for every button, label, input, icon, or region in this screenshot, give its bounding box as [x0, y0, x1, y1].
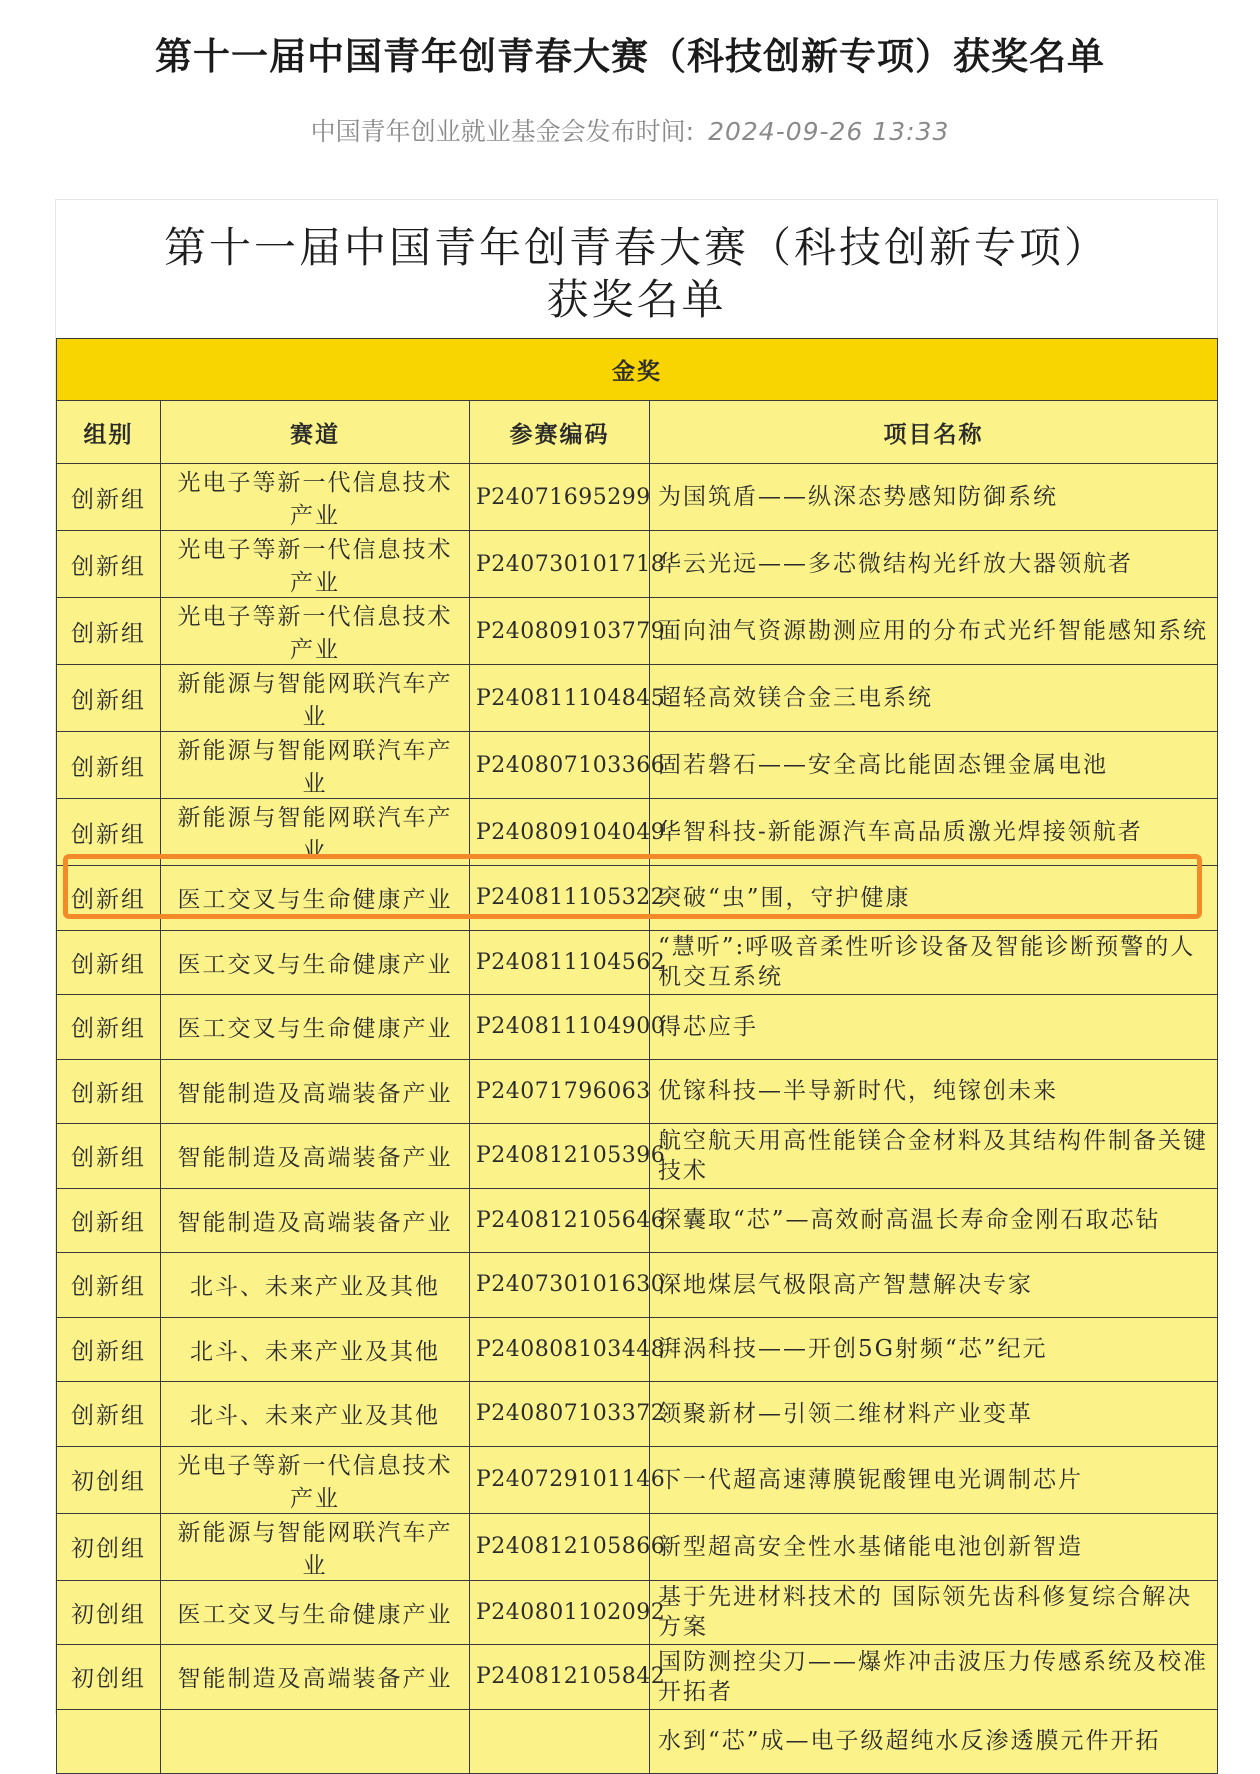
code-cell: P240811104845 — [470, 665, 650, 732]
column-header-project: 项目名称 — [650, 401, 1218, 464]
code-cell: P240730101630 — [470, 1253, 650, 1318]
table-row — [57, 1513, 1218, 1580]
track-cell: 智能制造及高端装备产业 — [161, 1645, 470, 1710]
column-header-group: 组别 — [57, 401, 161, 464]
track-cell: 光电子等新一代信息技术产业 — [161, 531, 470, 598]
project-name-cell: 华云光远——多芯微结构光纤放大器领航者 — [650, 531, 1218, 598]
card-heading — [56, 200, 1217, 338]
code-cell: P240812105396 — [470, 1124, 650, 1189]
publish-date: 2024-09-26 13:33 — [708, 117, 950, 146]
track-cell: 智能制造及高端装备产业 — [161, 1188, 470, 1253]
award-table — [56, 338, 1218, 1774]
table-row — [57, 1253, 1218, 1318]
group-cell: 创新组 — [57, 1124, 161, 1189]
table-header-row — [57, 401, 1218, 464]
column-header-code: 参赛编码 — [470, 401, 650, 464]
track-cell: 智能制造及高端装备产业 — [161, 1059, 470, 1124]
code-cell: P24071695299 — [470, 464, 650, 531]
card-heading-line-2: 获奖名单 — [546, 275, 727, 324]
group-cell: 创新组 — [57, 531, 161, 598]
project-name-cell: 新型超高安全性水基储能电池创新智造 — [650, 1513, 1218, 1580]
track-cell: 新能源与智能网联汽车产业 — [161, 1513, 470, 1580]
group-cell: 初创组 — [57, 1446, 161, 1513]
code-cell: P240809104049 — [470, 799, 650, 866]
table-row — [57, 1709, 1218, 1774]
project-name-cell: 下一代超高速薄膜铌酸锂电光调制芯片 — [650, 1446, 1218, 1513]
code-cell: P240807103372 — [470, 1382, 650, 1447]
table-row — [57, 1645, 1218, 1710]
code-cell: P240811104562 — [470, 930, 650, 995]
code-cell: P240812105842 — [470, 1645, 650, 1710]
code-cell: P240811104900 — [470, 995, 650, 1060]
project-name-cell: 航空航天用高性能镁合金材料及其结构件制备关键技术 — [650, 1124, 1218, 1189]
project-name-cell: 超轻高效镁合金三电系统 — [650, 665, 1218, 732]
page-title: 第十一届中国青年创青春大赛（科技创新专项）获奖名单 — [155, 35, 1105, 78]
project-name-cell: 国防测控尖刀——爆炸冲击波压力传感系统及校准开拓者 — [650, 1645, 1218, 1710]
project-name-cell: 固若磐石——安全高比能固态锂金属电池 — [650, 732, 1218, 799]
group-cell: 创新组 — [57, 464, 161, 531]
table-row — [57, 1446, 1218, 1513]
code-cell: P240730101718 — [470, 531, 650, 598]
code-cell: P240811105322 — [470, 866, 650, 931]
table-row — [57, 930, 1218, 995]
project-name-cell: 优镓科技—半导新时代，纯镓创未来 — [650, 1059, 1218, 1124]
group-cell: 创新组 — [57, 930, 161, 995]
track-cell: 医工交叉与生命健康产业 — [161, 866, 470, 931]
project-name-cell: 深地煤层气极限高产智慧解决专家 — [650, 1253, 1218, 1318]
track-cell: 医工交叉与生命健康产业 — [161, 930, 470, 995]
project-name-cell: 突破“虫”围，守护健康 — [650, 866, 1218, 931]
track-cell: 光电子等新一代信息技术产业 — [161, 464, 470, 531]
group-cell: 创新组 — [57, 995, 161, 1060]
project-name-cell: 为国筑盾——纵深态势感知防御系统 — [650, 464, 1218, 531]
article-meta — [0, 112, 1260, 148]
publisher: 中国青年创业就业基金会发布时间: — [310, 117, 695, 146]
award-list-image — [55, 199, 1218, 1755]
group-cell: 创新组 — [57, 1188, 161, 1253]
group-cell: 创新组 — [57, 598, 161, 665]
project-name-cell: “慧听”:呼吸音柔性听诊设备及智能诊断预警的人机交互系统 — [650, 930, 1218, 995]
track-cell: 新能源与智能网联汽车产业 — [161, 732, 470, 799]
table-body — [57, 464, 1218, 1774]
code-cell: P240812105866 — [470, 1513, 650, 1580]
code-cell: P240812105646 — [470, 1188, 650, 1253]
code-cell: P240729101146 — [470, 1446, 650, 1513]
project-name-cell: 水到“芯”成—电子级超纯水反渗透膜元件开拓 — [650, 1709, 1218, 1774]
code-cell — [470, 1709, 650, 1774]
track-cell: 医工交叉与生命健康产业 — [161, 1580, 470, 1645]
group-cell: 创新组 — [57, 799, 161, 866]
track-cell: 北斗、未来产业及其他 — [161, 1253, 470, 1318]
project-name-cell: 基于先进材料技术的 国际领先齿科修复综合解决方案 — [650, 1580, 1218, 1645]
table-row — [57, 1124, 1218, 1189]
track-cell — [161, 1709, 470, 1774]
table-row — [57, 531, 1218, 598]
project-name-cell: 得芯应手 — [650, 995, 1218, 1060]
track-cell: 新能源与智能网联汽车产业 — [161, 665, 470, 732]
code-cell: P240808103448 — [470, 1317, 650, 1382]
column-header-track: 赛道 — [161, 401, 470, 464]
group-cell: 创新组 — [57, 1253, 161, 1318]
track-cell: 光电子等新一代信息技术产业 — [161, 598, 470, 665]
table-row — [57, 464, 1218, 531]
table-row — [57, 598, 1218, 665]
table-row — [57, 995, 1218, 1060]
card-heading-line-1: 第十一届中国青年创青春大赛（科技创新专项） — [163, 223, 1109, 272]
track-cell: 智能制造及高端装备产业 — [161, 1124, 470, 1189]
group-cell: 创新组 — [57, 1317, 161, 1382]
track-cell: 医工交叉与生命健康产业 — [161, 995, 470, 1060]
project-name-cell: 面向油气资源勘测应用的分布式光纤智能感知系统 — [650, 598, 1218, 665]
group-cell: 初创组 — [57, 1513, 161, 1580]
table-row — [57, 1317, 1218, 1382]
group-cell: 创新组 — [57, 1059, 161, 1124]
code-cell: P240809103779 — [470, 598, 650, 665]
project-name-cell: 探囊取“芯”—高效耐高温长寿命金刚石取芯钻 — [650, 1188, 1218, 1253]
project-name-cell: 领聚新材—引领二维材料产业变革 — [650, 1382, 1218, 1447]
track-cell: 北斗、未来产业及其他 — [161, 1382, 470, 1447]
group-cell — [57, 1709, 161, 1774]
group-cell: 初创组 — [57, 1580, 161, 1645]
table-row — [57, 1059, 1218, 1124]
project-name-cell: 湃涡科技——开创5G射频“芯”纪元 — [650, 1317, 1218, 1382]
group-cell: 创新组 — [57, 732, 161, 799]
table-row — [57, 1382, 1218, 1447]
table-row — [57, 665, 1218, 732]
table-row — [57, 799, 1218, 866]
project-name-cell: 华智科技-新能源汽车高品质激光焊接领航者 — [650, 799, 1218, 866]
award-level-banner: 金奖 — [57, 339, 1218, 401]
code-cell: P240807103366 — [470, 732, 650, 799]
group-cell: 创新组 — [57, 1382, 161, 1447]
group-cell: 创新组 — [57, 665, 161, 732]
track-cell: 光电子等新一代信息技术产业 — [161, 1446, 470, 1513]
track-cell: 北斗、未来产业及其他 — [161, 1317, 470, 1382]
table-row — [57, 866, 1218, 931]
group-cell: 初创组 — [57, 1645, 161, 1710]
table-row — [57, 1580, 1218, 1645]
code-cell: P240801102092 — [470, 1580, 650, 1645]
track-cell: 新能源与智能网联汽车产业 — [161, 799, 470, 866]
table-row — [57, 732, 1218, 799]
group-cell: 创新组 — [57, 866, 161, 931]
table-row — [57, 1188, 1218, 1253]
code-cell: P24071796063 — [470, 1059, 650, 1124]
